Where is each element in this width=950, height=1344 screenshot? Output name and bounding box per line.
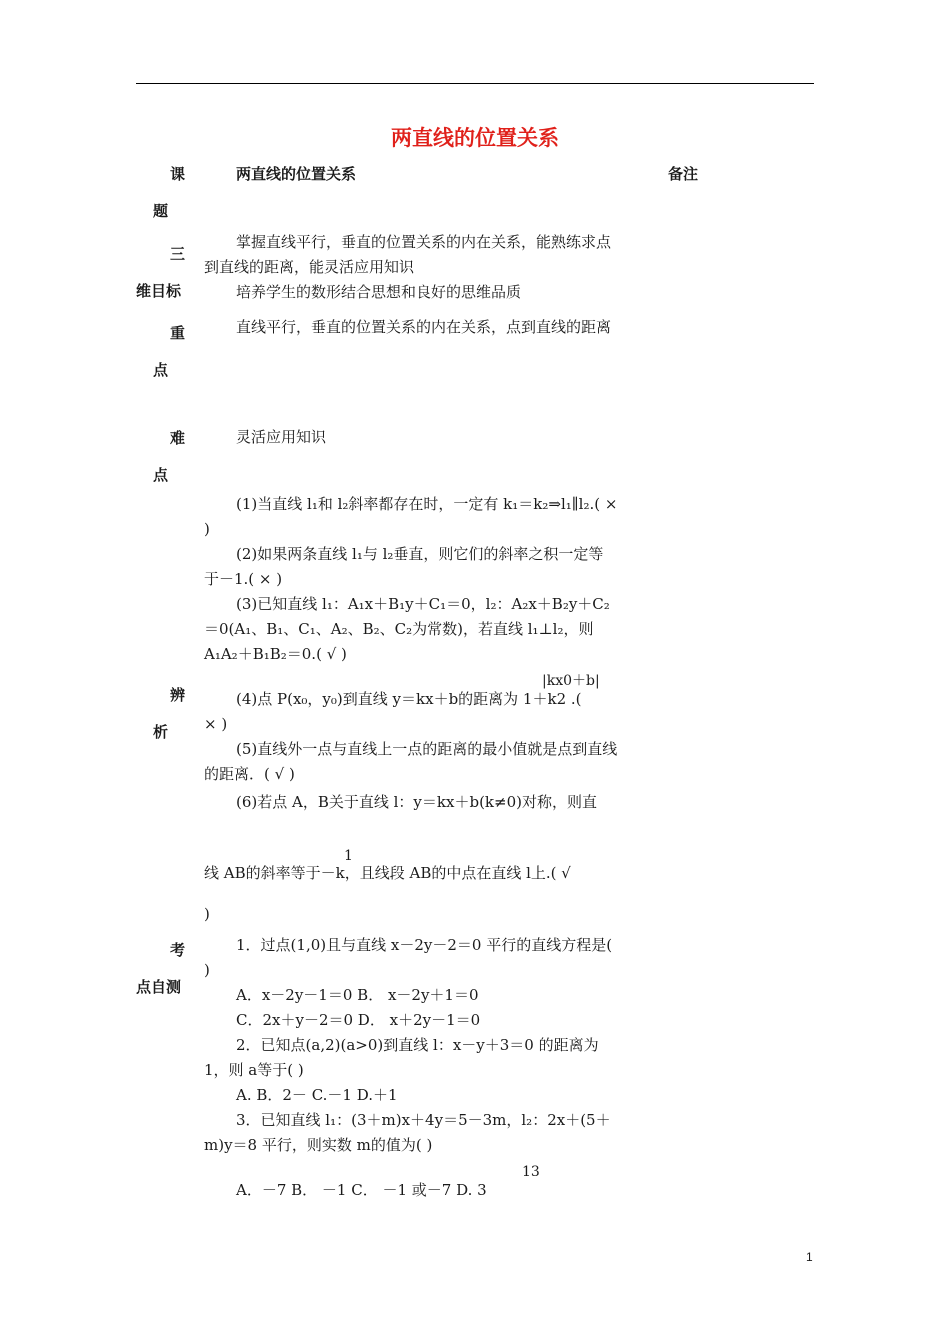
- test-question-1: 1．过点(1,0)且与直线 x－2y－2＝0 平行的直线方程是( ): [204, 936, 613, 979]
- label-key-1: 重: [170, 324, 186, 342]
- label-topic-2: 题: [153, 202, 169, 220]
- label-test-2: 点自测: [136, 978, 182, 996]
- label-hard-1: 难: [170, 429, 186, 447]
- label-topic-1: 课: [170, 165, 186, 183]
- test-q3-options: A．－7 B． －1 C． －1 或－7 D. 3: [236, 1181, 487, 1199]
- label-judge-1: 辨: [170, 686, 186, 704]
- judgment-4-end: × ): [204, 715, 228, 733]
- test-q2-options: A. B．2－ C.－1 D.＋1: [236, 1086, 398, 1104]
- test-q1-options-cd: C．2x＋y－2＝0 D． x＋2y－1＝0: [236, 1011, 481, 1029]
- label-hard-2: 点: [153, 466, 169, 484]
- distance-formula-numerator: |kx0＋b|: [542, 673, 600, 689]
- test-question-2: 2．已知点(a,2)(a>0)到直线 l：x－y＋3＝0 的距离为 1，则 a等于( ): [204, 1036, 599, 1079]
- test-q1-options-ab: A．x－2y－1＝0 B． x－2y＋1＝0: [236, 986, 479, 1004]
- header-rule: [136, 83, 814, 84]
- test-question-3: 3．已知直线 l₁：(3＋m)x＋4y＝5－3m，l₂：2x＋(5＋m)y＝8 平行，则实数 m的值为( ): [204, 1111, 611, 1154]
- judgment-6-end: ): [204, 905, 210, 923]
- goal-text-2: 培养学生的数形结合思想和良好的思维品质: [236, 283, 522, 301]
- judgment-6: (6)若点 A，B关于直线 l：y＝kx＋b(k≠0)对称，则直: [236, 793, 597, 811]
- topic-value: 两直线的位置关系: [236, 165, 357, 183]
- page-title: 两直线的位置关系: [391, 126, 559, 150]
- judgment-2: (2)如果两条直线 l₁与 l₂垂直，则它们的斜率之积一定等于－1.( × ): [204, 545, 604, 588]
- label-remark: 备注: [668, 165, 699, 183]
- page-number: 1: [806, 1250, 813, 1264]
- difficulty-text: 灵活应用知识: [236, 428, 327, 446]
- goal-text-1: 掌握直线平行，垂直的位置关系的内在关系，能熟练求点到直线的距离，能灵活应用知识: [204, 233, 612, 276]
- q3-fraction-numerator: 13: [522, 1164, 540, 1180]
- judgment-1: (1)当直线 l₁和 l₂斜率都存在时，一定有 k₁＝k₂⇒l₁∥l₂.( × ): [204, 495, 618, 538]
- slope-fraction-numerator: 1: [344, 848, 353, 864]
- judgment-5: (5)直线外一点与直线上一点的距离的最小值就是点到直线的距离．( √ ): [204, 740, 618, 783]
- label-test-1: 考: [170, 941, 186, 959]
- label-judge-2: 析: [153, 723, 169, 741]
- judgment-4: (4)点 P(x₀，y₀)到直线 y＝kx＋b的距离为 1＋k2 .(: [236, 690, 582, 708]
- judgment-6-cont: 线 AB的斜率等于－k，且线段 AB的中点在直线 l上.( √: [204, 864, 571, 882]
- label-goal-1: 三: [170, 245, 186, 263]
- label-goal-2: 维目标: [136, 282, 182, 300]
- key-points-text: 直线平行，垂直的位置关系的内在关系，点到直线的距离: [236, 318, 612, 336]
- judgment-3: (3)已知直线 l₁：A₁x＋B₁y＋C₁＝0，l₂：A₂x＋B₂y＋C₂＝0(A₁、B₁、C₁、A₂、B₂、C₂为常数)，若直线 l₁⊥l₂，则 A₁A₂＋B₁B₂＝0.( √ ): [204, 595, 610, 663]
- label-key-2: 点: [153, 361, 169, 379]
